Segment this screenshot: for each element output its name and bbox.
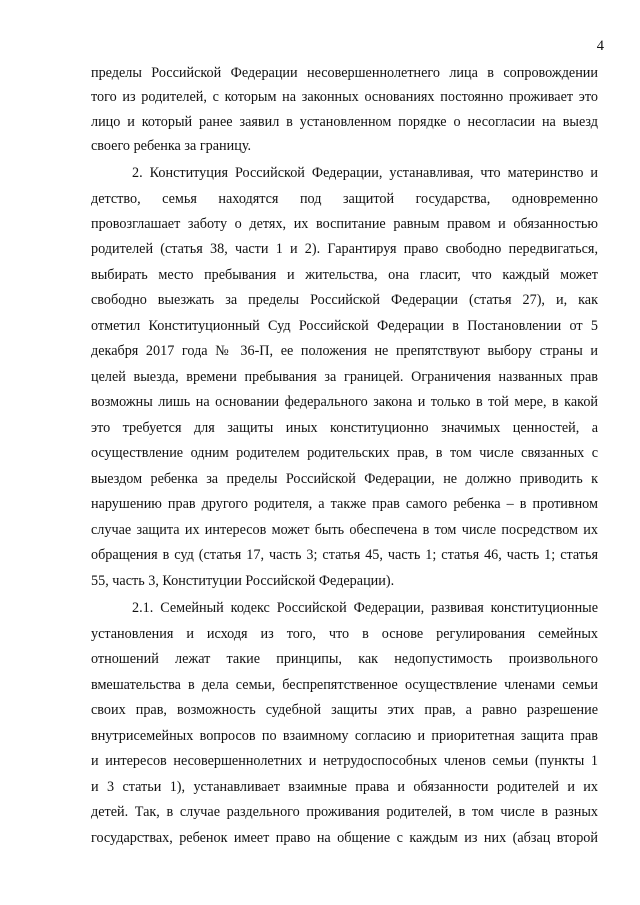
- text-line: выбирать место пребывания и жительства, она гласит, что каждый может: [91, 267, 598, 283]
- text-line: выездом ребенка за пределы Российской Федерации, не должно приводить к: [91, 471, 598, 487]
- text-line: вмешательства в дела семьи, беспрепятственное осуществление членами семьи: [91, 677, 598, 693]
- text-line: своих прав, возможность судебной защиты этих прав, а равно разрешение: [91, 702, 598, 718]
- text-line: детство, семья находятся под защитой государства, одновременно: [91, 191, 598, 207]
- text-line: детей. Так, в случае раздельного проживания родителей, в том числе в разных: [91, 804, 598, 820]
- text-line: своего ребенка за границу.: [91, 138, 252, 154]
- text-line: того из родителей, с которым на законных основаниях постоянно проживает это: [91, 89, 598, 105]
- text-line: провозглашает заботу о детях, их воспитание равным правом и обязанностью: [91, 216, 598, 232]
- text-line: обращения в суд (статья 17, часть 3; статья 45, часть 1; статья 46, часть 1; статья: [91, 547, 598, 563]
- page-number: 4: [596, 38, 604, 54]
- text-line: 2. Конституция Российской Федерации, устанавливая, что материнство и: [132, 165, 598, 181]
- text-line: пределы Российской Федерации несовершеннолетнего лица в сопровождении: [91, 65, 598, 81]
- text-line: декабря 2017 года № 36-П, ее положения не препятствуют выбору страны и: [91, 343, 598, 359]
- text-line: это требуется для защиты иных конституционно значимых ценностей, а: [91, 420, 598, 436]
- text-line: отметил Конституционный Суд Российской Федерации в Постановлении от 5: [91, 318, 598, 334]
- text-line: отношений лежат такие принципы, как недопустимость произвольного: [91, 651, 598, 667]
- text-line: и 3 статьи 1), устанавливает взаимные права и обязанности родителей и их: [91, 779, 598, 795]
- text-line: установления и исходя из того, что в основе регулирования семейных: [91, 626, 598, 642]
- text-line: свободно выезжать за пределы Российской Федерации (статья 27), и, как: [91, 292, 598, 308]
- text-line: случае защита их интересов может быть обеспечена в том числе посредством их: [91, 522, 598, 538]
- text-line: и интересов несовершеннолетних и нетрудоспособных членов семьи (пункты 1: [91, 753, 598, 769]
- text-line: осуществление одним родителем родительских прав, в том числе связанных с: [91, 445, 598, 461]
- text-line: родителей (статья 38, части 1 и 2). Гарантируя право свободно передвигаться,: [91, 241, 598, 257]
- text-line: 2.1. Семейный кодекс Российской Федерации, развивая конституционные: [132, 600, 598, 616]
- text-line: лицо и который ранее заявил в установленном порядке о несогласии на выезд: [91, 114, 598, 130]
- text-line: государствах, ребенок имеет право на общение с каждым из них (абзац второй: [91, 830, 598, 846]
- text-line: целей выезда, времени пребывания за границей. Ограничения названных прав: [91, 369, 598, 385]
- text-line: нарушению прав другого родителя, а также прав самого ребенка – в противном: [91, 496, 598, 512]
- text-line: внутрисемейных вопросов по взаимному согласию и приоритетная защита прав: [91, 728, 598, 744]
- text-line: возможны лишь на основании федерального закона и только в той мере, в какой: [91, 394, 598, 410]
- text-line: 55, часть 3, Конституции Российской Федерации).: [91, 573, 395, 589]
